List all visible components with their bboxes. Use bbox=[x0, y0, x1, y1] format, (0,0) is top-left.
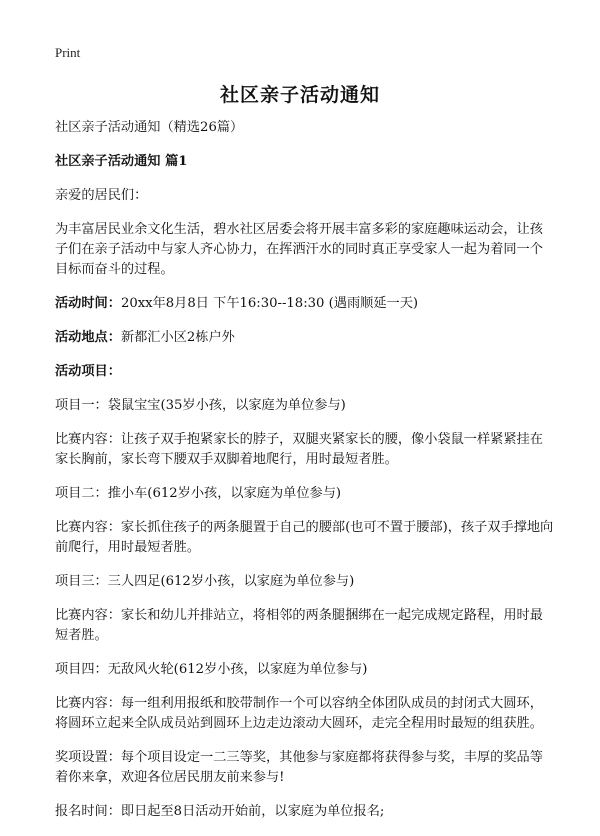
document-subtitle: 社区亲子活动通知（精选26篇） bbox=[55, 120, 244, 135]
activity-location-label: 活动地点： bbox=[55, 330, 121, 345]
activity-time-label: 活动时间： bbox=[55, 296, 121, 311]
item-3-title: 项目三：三人四足(612岁小孩，以家庭为单位参与) bbox=[55, 574, 355, 589]
item-2-content: 比赛内容：家长抓住孩子的两条腿置于自己的腰部(也可不置于腰部)，孩子双手撑地向前爬行，用时最短者胜。 bbox=[55, 520, 554, 555]
items-heading: 活动项目： bbox=[55, 364, 121, 379]
awards-paragraph: 奖项设置：每个项目设定一二三等奖，其他参与家庭都将获得参与奖，丰厚的奖品等着你来拿，欢迎各位居民朋友前来参与! bbox=[55, 750, 543, 785]
greeting: 亲爱的居民们： bbox=[55, 188, 148, 203]
activity-time-value: 20xx年8月8日 下午16:30--18:30 (遇雨顺延一天) bbox=[120, 296, 419, 311]
activity-location-value: 新都汇小区2栋户外 bbox=[120, 330, 235, 345]
item-3-content: 比赛内容：家长和幼儿并排站立，将相邻的两条腿捆绑在一起完成规定路程，用时最短者胜。 bbox=[55, 608, 543, 643]
section-heading: 社区亲子活动通知 篇1 bbox=[55, 154, 188, 169]
item-4-title: 项目四：无敌风火轮(612岁小孩，以家庭为单位参与) bbox=[55, 662, 368, 677]
activity-time bbox=[55, 294, 555, 314]
print-link[interactable]: Print bbox=[55, 45, 81, 60]
item-4-content: 比赛内容：每一组利用报纸和胶带制作一个可以容纳全体团队成员的封闭式大圆环，将圆环立起来全队成员站到圆环上边走边滚动大圆环，走完全程用时最短的组获胜。 bbox=[55, 696, 543, 731]
item-1-content: 比赛内容：让孩子双手抱紧家长的脖子，双腿夹紧家长的腰，像小袋鼠一样紧紧挂在家长胸前，家长弯下腰双手双脚着地爬行，用时最短者胜。 bbox=[55, 432, 543, 467]
document-body bbox=[55, 118, 555, 836]
item-1-title: 项目一：袋鼠宝宝(35岁小孩，以家庭为单位参与) bbox=[55, 398, 346, 413]
page-title: 社区亲子活动通知 bbox=[219, 84, 380, 106]
item-2-title: 项目二：推小车(612岁小孩，以家庭为单位参与) bbox=[55, 486, 342, 501]
intro-paragraph: 为丰富居民业余文化生活，碧水社区居委会将开展丰富多彩的家庭趣味运动会，让孩子们在亲子活动中与家人齐心协力，在挥洒汗水的同时真正享受家人一起为着同一个目标而奋斗的过程。 bbox=[55, 222, 543, 277]
activity-location bbox=[55, 328, 555, 348]
registration-paragraph: 报名时间：即日起至8日活动开始前，以家庭为单位报名; bbox=[55, 804, 385, 819]
